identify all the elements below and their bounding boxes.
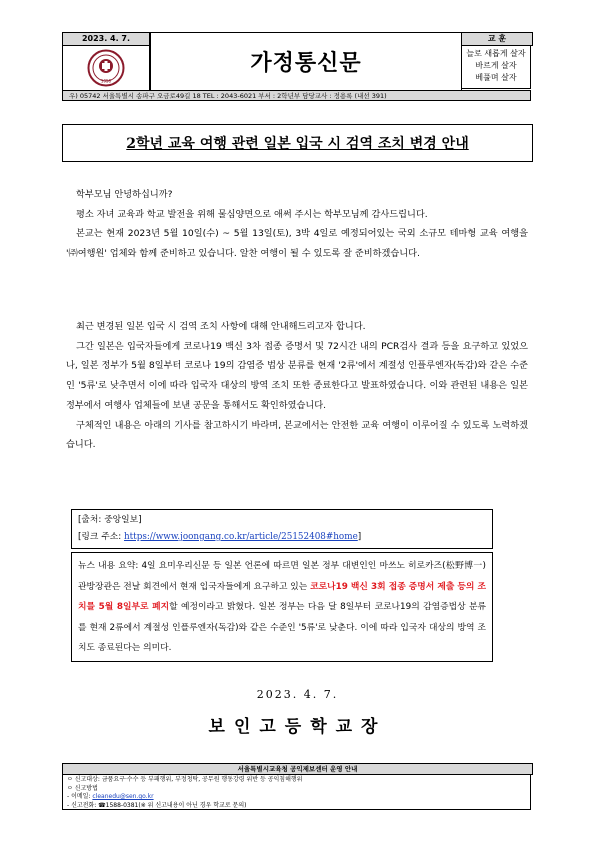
svg-text:1958: 1958: [100, 78, 112, 84]
quarantine-paragraph: 그간 일본은 입국자들에게 코로나19 백신 3차 접종 증명서 및 72시간 내의 PCR검사 결과 등을 요구하고 있었으나, 일본 정부가 5월 8일부터 코로나 19의 감염증 법상 분류를 현재 '2류'에서 계절성 인플루엔자(독감)와 같은 수준인 '5류'로 낮추면서 이에 따라 입국자 대상의 방역 조치 또한 종료한다고 발표하였습니다. 이와 관련된 내용은 일본 정부에서 여행사 업체들에 보낸 공문을 통해서도 확인하였습니다.: [66, 340, 528, 411]
trip-info-paragraph: 본교는 현재 2023년 5월 10일(수) ~ 5월 13일(토), 3박 4일로 예정되어있는 국외 소규모 테마형 교육 여행을 '㈜여행원' 업체와 함께 준비하고 있습니다. 알찬 여행이 될 수 있도록 잘 준비하겠습니다.: [66, 228, 528, 260]
greeting-section: [66, 185, 528, 264]
source-box: [71, 509, 493, 549]
closing-date: 2023. 4. 7.: [256, 688, 339, 701]
report-email-link[interactable]: cleanedu@sen.go.kr: [92, 793, 154, 800]
summary-text: 뉴스 내용 요약: 4일 요미우리신문 등 일본 언론에 따르면 일본 정부 대변인인 마쓰노 히로카즈(松野博一) 관방장관은 전날 회견에서 현재 입국자들에게 요구하고 있는: [78, 561, 486, 592]
school-motto: [461, 45, 531, 89]
footer-line: - 이메일: cleanedu@sen.go.kr: [67, 793, 154, 800]
footer-line: ㅇ 신고방법: [67, 784, 98, 792]
link-line: [링크 주소: https://www.joongang.co.kr/article/25152408#home]: [78, 532, 362, 542]
source-label: [출처: 중앙일보]: [78, 515, 142, 525]
motto-line: 바르게 살자: [475, 61, 517, 70]
document-title: 2학년 교육 여행 관련 일본 입국 시 검역 조치 변경 안내: [62, 124, 533, 162]
newsletter-title: 가정통신문: [150, 32, 462, 91]
footer-line: ㅇ 신고대상: 금품요구·수수 등 부패행위, 부정청탁, 공무원 행동강령 위반 등 공익침해행위: [67, 776, 303, 783]
summary-text-end: 할 예정이라고 밝혔다. 일본 정부는 다음 달 8일부터 코로나19의 감염증법상 분류를 현재 2류에서 계절성 인플루엔자(독감)와 같은 수준인 '5류'로 낮춘다. 이에 따라 입국자 대상의 방역 조치도 종료된다는 의미다.: [78, 602, 486, 653]
motto-line: 베풀며 살자: [475, 73, 517, 82]
summary-highlight: 코로나19 백신 3회 접종 증명서 제출 등의 조치를 5월 8일부로 폐지: [78, 581, 486, 612]
footer-info: [62, 774, 531, 810]
motto-heading: 교 훈: [461, 32, 533, 46]
footer-heading: 서울특별시교육청 공익제보센터 운영 안내: [62, 763, 533, 775]
intro-paragraph: 최근 변경된 일본 입국 시 검역 조치 사항에 대해 안내해드리고자 합니다.: [76, 321, 366, 332]
reference-paragraph: 구체적인 내용은 아래의 기사를 참고하시기 바라며, 본교에서는 안전한 교육 여행이 이루어질 수 있도록 노력하겠습니다.: [66, 419, 528, 451]
thanks-paragraph: 평소 자녀 교육과 학교 발전을 위해 물심양면으로 애써 주시는 학부모님께 감사드립니다.: [76, 208, 428, 220]
school-principal-signature: 보인고등학교장: [208, 717, 387, 737]
news-summary-box: [71, 552, 493, 662]
article-link[interactable]: https://www.joongang.co.kr/article/25152408#home: [123, 532, 358, 542]
motto-line: 늘로 새롭게 살자: [466, 49, 526, 58]
quarantine-section: [66, 317, 528, 455]
notice-date: 2023. 4. 7.: [62, 32, 150, 46]
school-emblem-icon: [87, 49, 125, 87]
school-logo: [62, 45, 150, 91]
footer-line: - 신고전화: ☎1588-0381(※ 위 신고내용이 아닌 경우 학교로 문의): [67, 801, 247, 809]
school-address-bar: 우) 05742 서울특별시 송파구 오금로49길 18 TEL : 2043-6021 부서 : 2학년부 담당교사 : 정용록 (내선 391): [62, 90, 531, 101]
greeting-paragraph: 학부모님 안녕하십니까?: [76, 189, 173, 200]
